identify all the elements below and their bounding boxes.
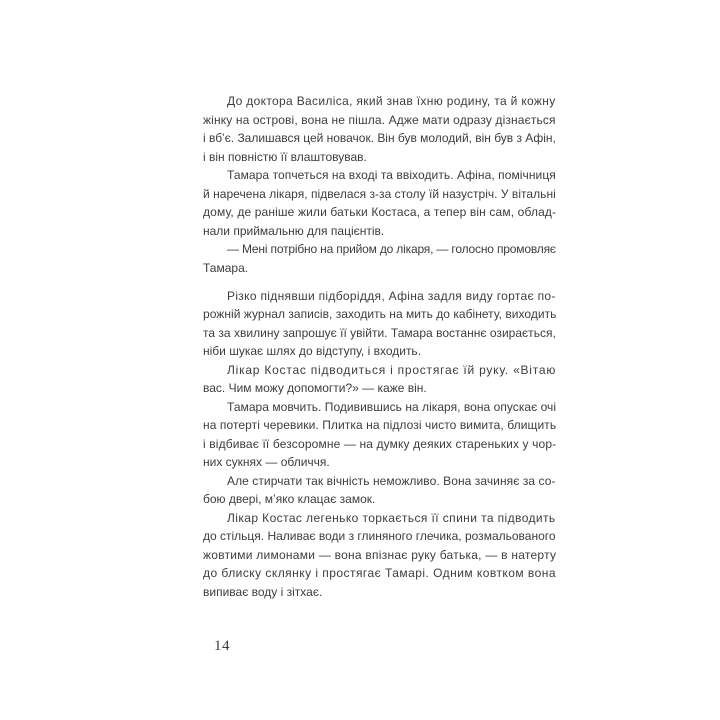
text-line-content: і він повністю її влаштовував. bbox=[203, 149, 367, 164]
text-line-content: Але стирчати так вічність неможливо. Вона зачиняє за со- bbox=[227, 473, 556, 488]
text-line-content: рожній журнал записів, заходить на мить до кабінету, виходить bbox=[203, 307, 557, 321]
text-line-content: бою двері, м’яко клацає замок. bbox=[203, 492, 376, 506]
text-line bbox=[203, 342, 556, 361]
text-line-content: на потерті черевики. Плитка на підлозі чисто вимита, блищить bbox=[203, 418, 557, 432]
text-line-content: та за хвилину запрошує її увійти. Тамара востаннє озирається, bbox=[203, 325, 556, 340]
text-line bbox=[203, 509, 556, 528]
text-line-content: до стільця. Наливає води з глиняного глечика, розмальованого bbox=[203, 529, 556, 543]
text-line-content: вас. Чим можу допомогти?» — каже він. bbox=[203, 381, 427, 395]
text-line bbox=[203, 546, 556, 565]
text-line-content: Різко піднявши підборіддя, Афіна задля виду гортає по- bbox=[227, 288, 556, 303]
text-line-content: Лікар Костас легенько торкається її спини та підводить bbox=[227, 510, 556, 525]
paragraph bbox=[203, 240, 556, 277]
text-line bbox=[203, 398, 556, 417]
text-line-content: жінку на острові, вона не пішла. Адже мати одразу дізнається bbox=[203, 112, 556, 127]
paragraph bbox=[203, 287, 556, 361]
text-line-content: них сукнях — обличчя. bbox=[203, 455, 330, 469]
text-line-content: — Мені потрібно на прийом до лікаря, — голосно промовляє bbox=[227, 242, 556, 256]
text-line bbox=[203, 472, 556, 491]
text-line-content: жовтими лимонами — вона впізнає руку батька, — в натерту bbox=[203, 547, 557, 562]
text-line bbox=[203, 583, 556, 602]
text-line-content: випиває воду і зітхає. bbox=[203, 584, 323, 599]
text-line bbox=[203, 305, 556, 324]
text-line-content: нали приймальню для пацієнтів. bbox=[203, 223, 385, 238]
text-line bbox=[203, 416, 556, 435]
text-line-content: Лікар Костас підводиться і простягає їй руку. «Вітаю bbox=[227, 362, 557, 377]
paragraph bbox=[203, 472, 556, 509]
text-line bbox=[203, 240, 556, 259]
text-line bbox=[203, 259, 556, 278]
text-line bbox=[203, 324, 556, 343]
text-line bbox=[203, 203, 556, 222]
text-line-content: До доктора Василіса, який знав їхню родину, та й кожну bbox=[227, 94, 556, 108]
text-line bbox=[203, 185, 556, 204]
text-line-content: і вб’є. Залишався цей новачок. Він був молодий, він був з Афін, bbox=[203, 131, 556, 145]
text-line bbox=[203, 92, 556, 111]
page-text-block bbox=[203, 92, 556, 601]
text-line bbox=[203, 222, 556, 241]
text-line-content: і відбиває її безсоромне — на думку деяких стареньких у чор- bbox=[203, 436, 557, 451]
paragraph bbox=[203, 166, 556, 240]
text-line bbox=[203, 490, 556, 509]
text-line bbox=[203, 287, 556, 306]
paragraph bbox=[203, 509, 556, 602]
text-line bbox=[203, 361, 556, 380]
paragraph bbox=[203, 92, 556, 166]
text-line-content: й наречена лікаря, підвелася з-за столу їй назустріч. У вітальні bbox=[203, 186, 556, 201]
paragraph bbox=[203, 361, 556, 398]
text-line bbox=[203, 166, 556, 185]
text-line-content: Тамара мовчить. Подивившись на лікаря, вона опускає очі bbox=[227, 399, 557, 414]
text-line-content: ніби шукає шлях до відступу, і входить. bbox=[203, 344, 422, 358]
text-line bbox=[203, 527, 556, 546]
page-number: 14 bbox=[214, 638, 230, 654]
text-line-content: до блиску склянку і простягає Тамарі. Одним ковтком вона bbox=[203, 566, 556, 580]
text-line bbox=[203, 435, 556, 454]
text-line bbox=[203, 564, 556, 583]
text-line bbox=[203, 148, 556, 167]
text-line-content: Тамара. bbox=[203, 260, 249, 275]
paragraph bbox=[203, 398, 556, 472]
text-line bbox=[203, 379, 556, 398]
text-line bbox=[203, 129, 556, 148]
text-line bbox=[203, 453, 556, 472]
text-line-content: Тамара топчеться на вході та ввіходить. Афіна, помічниця bbox=[227, 168, 556, 182]
text-line bbox=[203, 111, 556, 130]
text-line-content: дому, де раніше жили батьки Костаса, а тепер він сам, облад- bbox=[203, 205, 557, 219]
